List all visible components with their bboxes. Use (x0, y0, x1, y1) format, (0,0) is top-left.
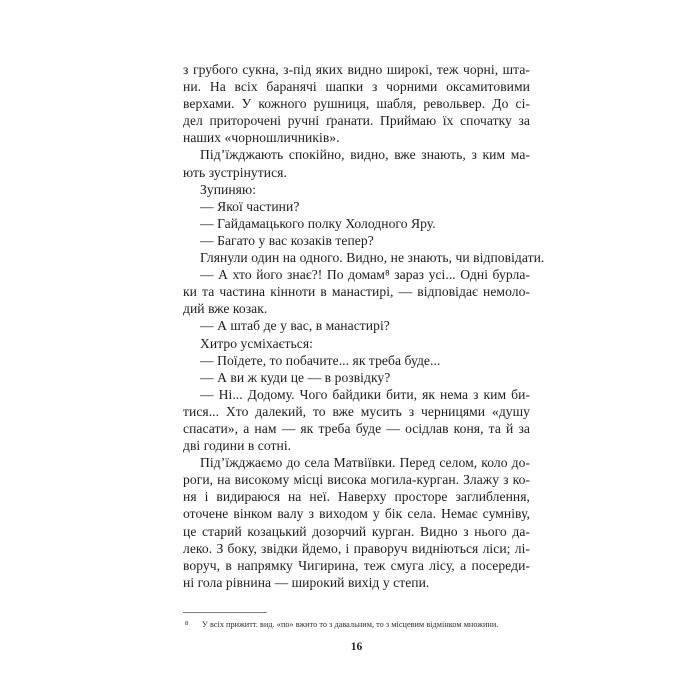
dialogue-line: — Якої частини? (200, 198, 300, 214)
text-line: Під’їжджаємо до села Матвіївки. Перед селом, коло до- (200, 455, 530, 471)
text-line: з грубого сукна, з-під яких видно широкі, теж чорні, шта- (183, 62, 530, 77)
text-line: дий вже козак. (183, 301, 268, 317)
text-line: леко. З боку, звідки йдемо, і праворуч видніються ліси; лі- (183, 540, 530, 556)
dialogue-line: — Поїдете, то побачите... як треба буде... (200, 352, 441, 368)
text-line: спасати», а нам — як треба буде — осідлав коня, та й за (183, 420, 530, 436)
dialogue-line: — Багато у вас козаків тепер? (200, 232, 374, 248)
text-line: ни. На всіх баранячі шапки з чорними оксамитовими (183, 79, 530, 95)
text-line: дві години в сотні. (183, 438, 292, 454)
footnote-marker: 8 (185, 620, 189, 627)
text-block (183, 61, 545, 591)
dialogue-line: — Ні... Додому. Чого байдики бити, як нема з ким би- (200, 386, 530, 402)
text-line: Хитро усміхається: (200, 335, 313, 351)
text-line: ки та частина кінноти в манастирі, — відповідає немоло- (183, 284, 530, 300)
text-line: оточене вінком валу з виходом у бік села. Немає сумніву, (183, 506, 530, 522)
footnote-text: У всіх прижитт. вид. «по» вжито то з давальним, то з місцевим відмінком множини. (202, 620, 499, 629)
text-line: ні гола рівнина — широкий вихід у степи. (183, 574, 430, 590)
text-line: наших «чорношличників». (183, 130, 340, 146)
text-line: тися... Хто далекий, то вже мусить з черницями «душу (183, 403, 530, 419)
text-line: верхами. У кожного рушниця, шабля, револьвер. До сі- (183, 96, 530, 112)
footnote (183, 619, 562, 630)
text-line: ють зустрінутися. (183, 164, 287, 180)
dialogue-line: — Гайдамацького полку Холодного Яру. (200, 215, 436, 231)
text-line: Зупиняю: (200, 181, 257, 197)
text-line: ня і видираюся на неї. Наверху просторе заглиблення, (183, 489, 530, 505)
text-line: дел приторочені ручні ґранати. Приймаю їх спочатку за (183, 113, 530, 129)
text-line: роги, на високому місці висока могила-курган. Злажу з ко- (183, 472, 530, 488)
dialogue-line: — А хто його знає?! По домам⁸ зараз усі... Одні бурла- (200, 267, 530, 283)
text-line: це старий козацький дозорчий курган. Видно з нього да- (183, 523, 530, 539)
dialogue-line: — А штаб де у вас, в манастирі? (200, 318, 390, 334)
text-line: воруч, в напрямку Чигирина, теж смуга лісу, а посереди- (183, 557, 530, 573)
footnote-divider (183, 612, 267, 613)
dialogue-line: — А ви ж куди це — в розвідку? (200, 369, 391, 385)
page-number: 16 (350, 641, 363, 653)
text-line: Під’їжджають спокійно, видно, вже знають, з ким ма- (200, 147, 530, 163)
text-line: Глянули один на одного. Видно, не знають, чи відповідати. (200, 250, 545, 266)
